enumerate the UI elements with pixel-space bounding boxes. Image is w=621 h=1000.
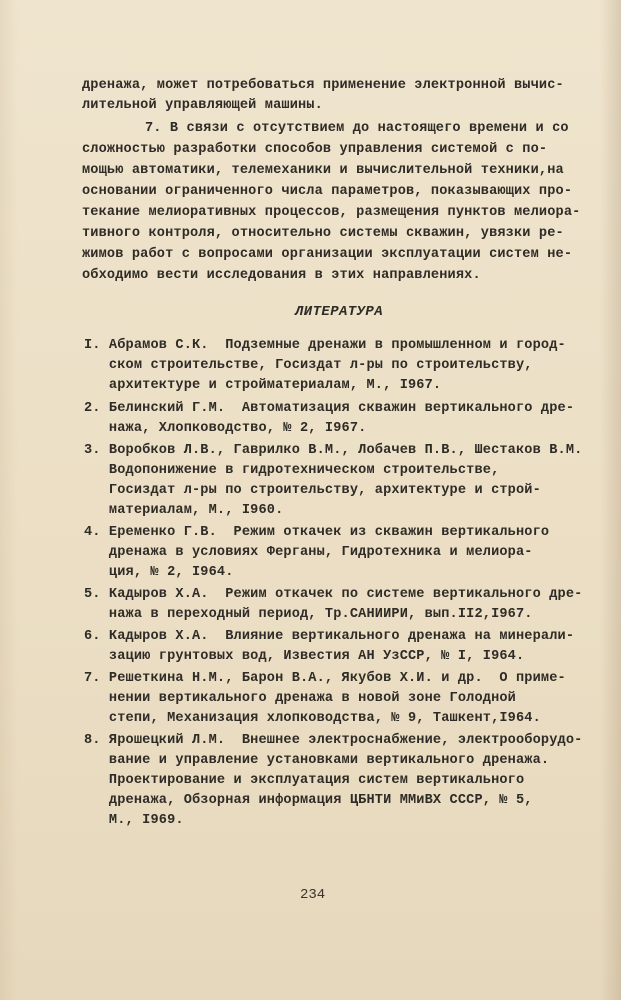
reference-line: 7. Решеткина Н.М., Барон В.А., Якубов Х.И. и др. О приме- bbox=[84, 671, 566, 686]
reference-line: нении вертикального дренажа в новой зоне Голодной bbox=[84, 691, 516, 706]
reference-line: дренажа, Обзорная информация ЦБНТИ ММиВХ СССР, № 5, bbox=[84, 793, 533, 808]
text-line: сложностью разработки способов управления системой с по- bbox=[82, 142, 548, 157]
text-line: основании ограниченного числа параметров, показывающих про- bbox=[82, 184, 573, 199]
reference-line: нажа в переходный период, Тр.САНИИРИ, вып.II2,I967. bbox=[84, 607, 533, 622]
section-heading: ЛИТЕРАТУРА bbox=[295, 304, 384, 320]
text-line: обходимо вести исследования в этих направлениях. bbox=[82, 268, 481, 283]
text-line: текание мелиоративных процессов, размещения пунктов мелиора- bbox=[82, 205, 581, 220]
text-line: мощью автоматики, телемеханики и вычислительной техники,на bbox=[82, 163, 564, 178]
reference-line: М., I969. bbox=[84, 813, 184, 828]
reference-line: степи, Механизация хлопководства, № 9, Ташкент,I964. bbox=[84, 711, 541, 726]
text-line: жимов работ с вопросами организации эксплуатации систем не- bbox=[82, 247, 573, 262]
reference-line: материалам, М., I960. bbox=[84, 503, 284, 518]
reference-line: ском строительстве, Госиздат л-ры по строительству, bbox=[84, 358, 533, 373]
reference-line: I. Абрамов С.К. Подземные дренажи в промышленном и город- bbox=[84, 338, 566, 353]
page-number: 234 bbox=[300, 887, 326, 903]
reference-line: 6. Кадыров Х.А. Влияние вертикального дренажа на минерали- bbox=[84, 629, 575, 644]
reference-line: 5. Кадыров Х.А. Режим откачек по системе вертикального дре- bbox=[84, 587, 583, 602]
reference-line: нажа, Хлопководство, № 2, I967. bbox=[84, 421, 367, 436]
text-line: 7. В связи с отсутствием до настоящего времени и со bbox=[145, 121, 569, 136]
text-line: дренажа, может потребоваться применение электронной вычис- bbox=[82, 78, 564, 93]
reference-line: Госиздат л-ры по строительству, архитектуре и строй- bbox=[84, 483, 541, 498]
reference-line: архитектуре и стройматериалам, М., I967. bbox=[84, 378, 442, 393]
reference-line: дренажа в условиях Ферганы, Гидротехника и мелиора- bbox=[84, 545, 533, 560]
reference-line: 3. Воробков Л.В., Гаврилко В.М., Лобачев П.В., Шестаков В.М. bbox=[84, 443, 583, 458]
reference-line: вание и управление установками вертикального дренажа. bbox=[84, 753, 550, 768]
reference-line: Водопонижение в гидротехническом строительстве, bbox=[84, 463, 500, 478]
reference-line: 2. Белинский Г.М. Автоматизация скважин вертикального дре- bbox=[84, 401, 575, 416]
reference-line: Проектирование и эксплуатация систем вертикального bbox=[84, 773, 525, 788]
reference-line: 8. Ярошецкий Л.М. Внешнее электроснабжение, электрооборудо- bbox=[84, 733, 583, 748]
text-line: лительной управляющей машины. bbox=[82, 98, 323, 113]
reference-line: 4. Еременко Г.В. Режим откачек из скважин вертикального bbox=[84, 525, 550, 540]
reference-line: зацию грунтовых вод, Известия АН УзССР, № I, I964. bbox=[84, 649, 525, 664]
reference-line: ция, № 2, I964. bbox=[84, 565, 234, 580]
text-line: тивного контроля, относительно системы скважин, увязки ре- bbox=[82, 226, 564, 241]
